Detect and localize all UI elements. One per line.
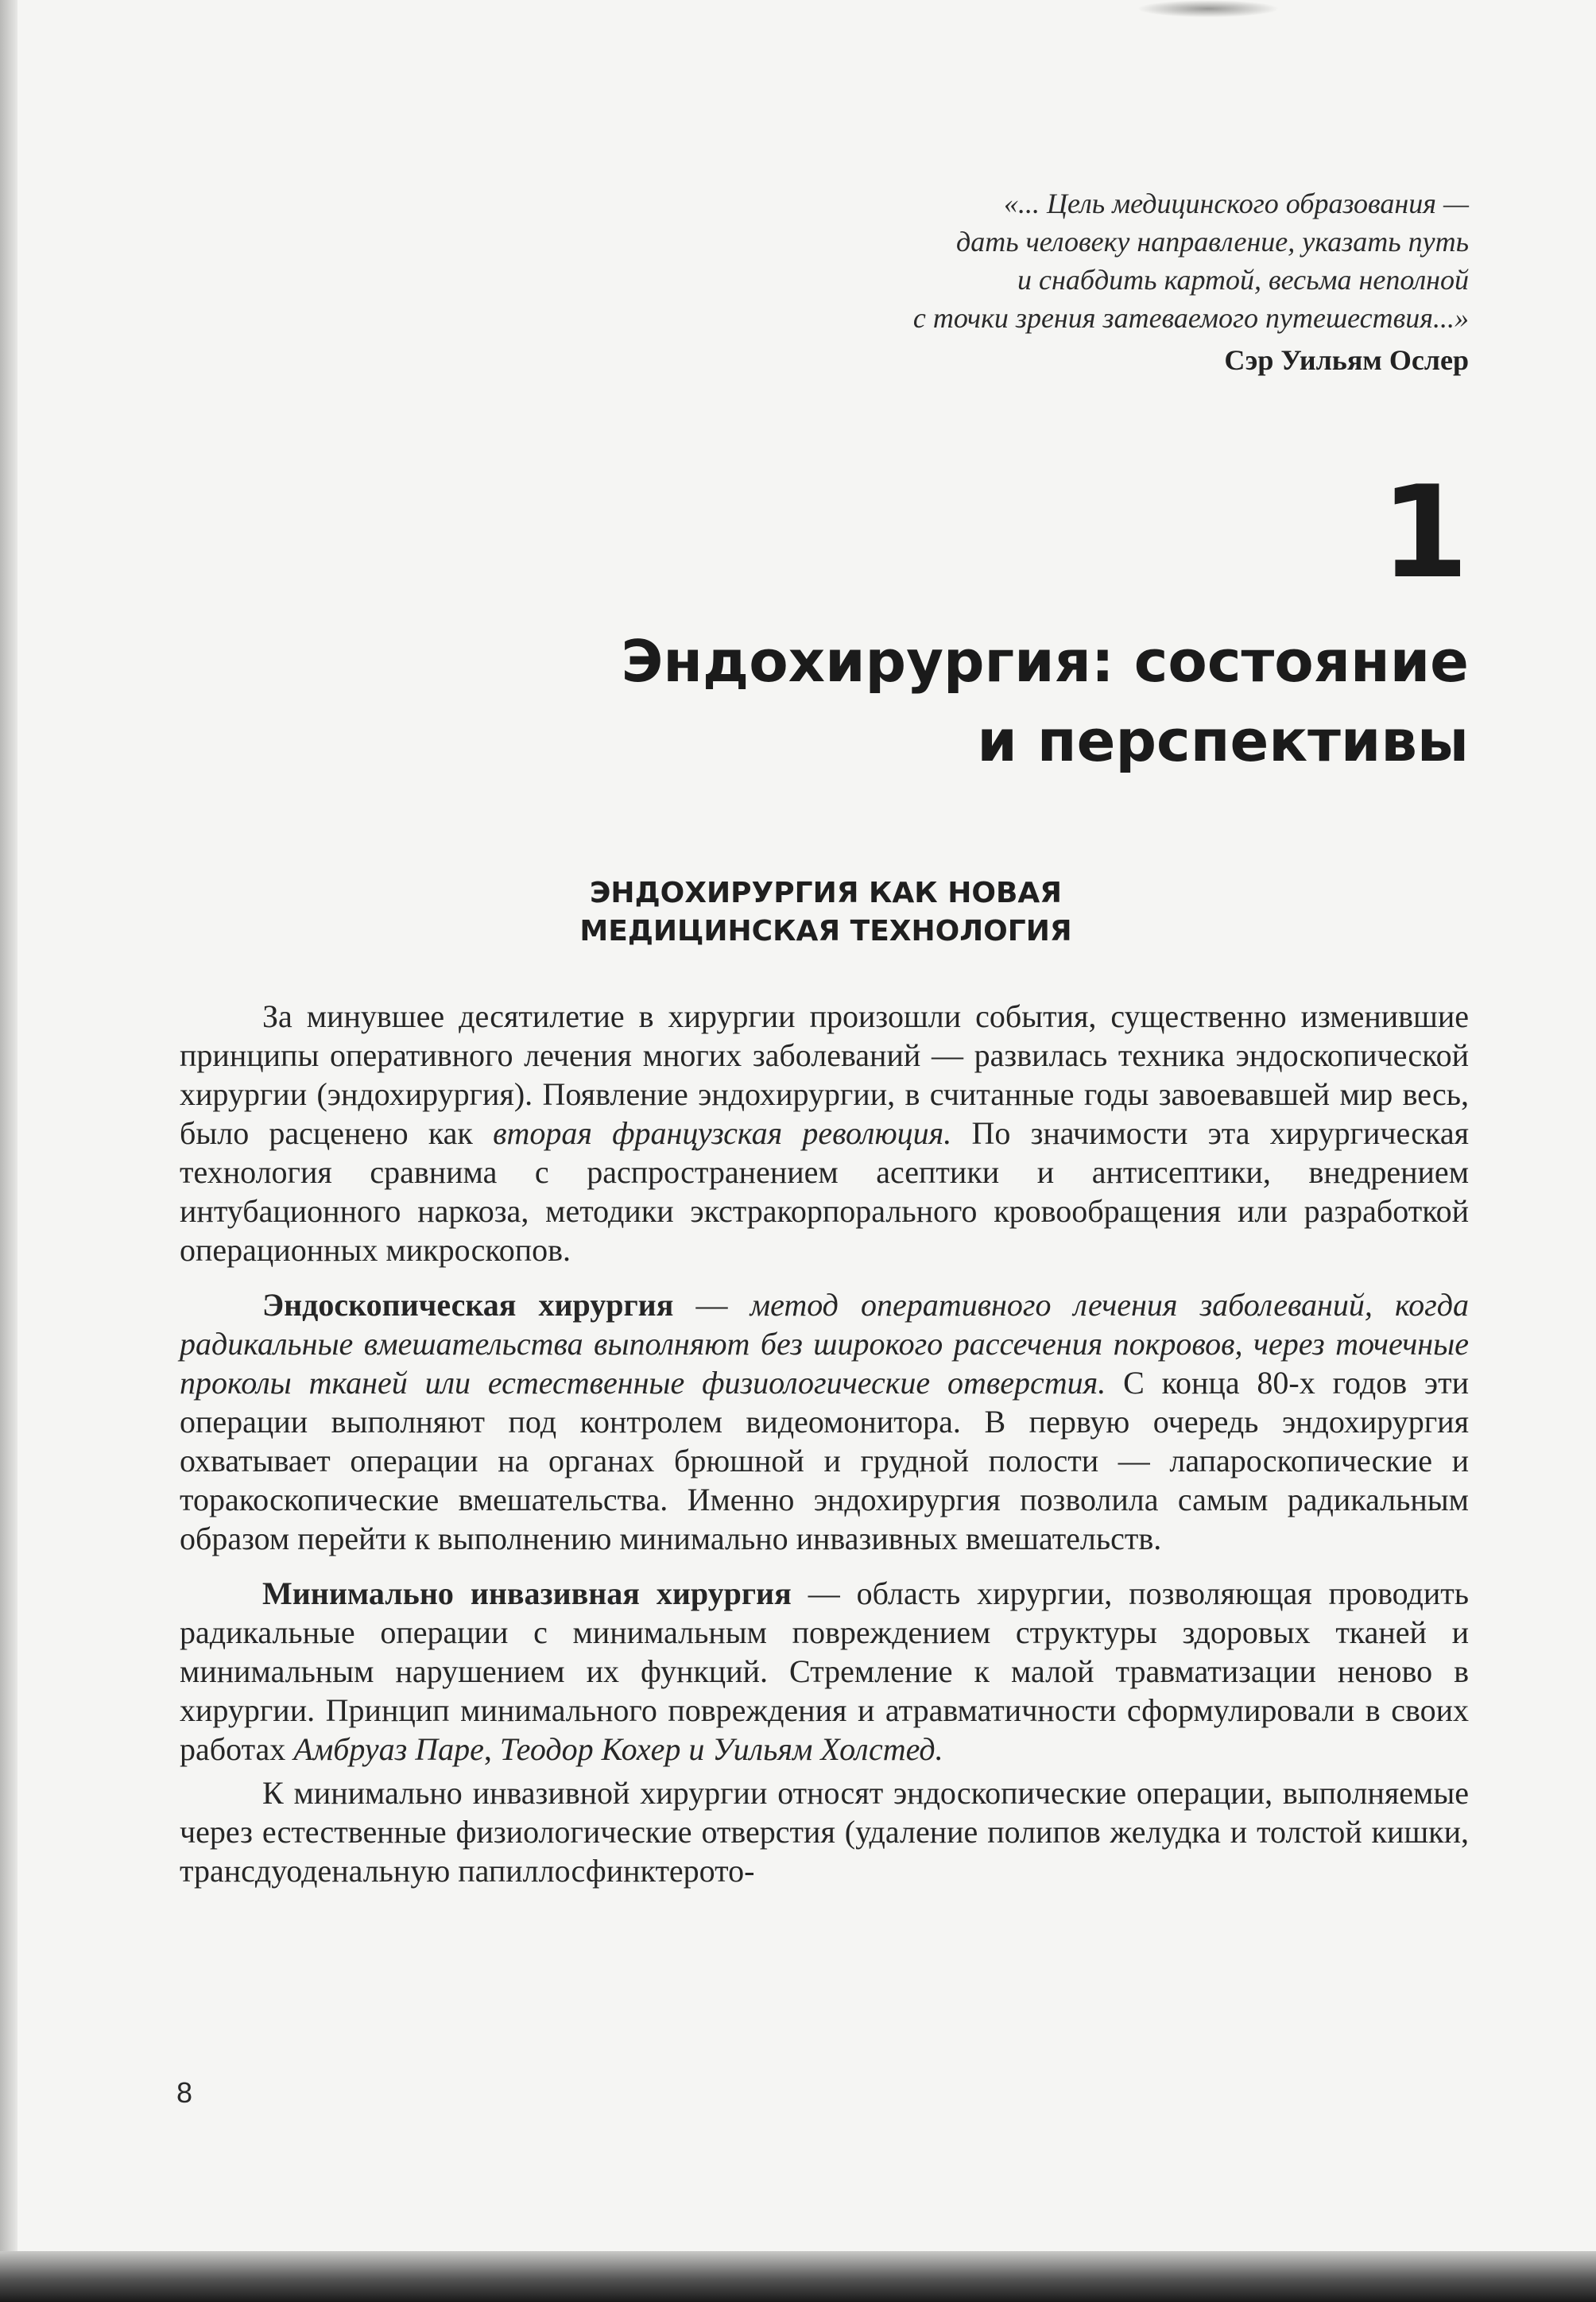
scan-bottom-edge bbox=[0, 2251, 1596, 2302]
scan-shadow bbox=[1137, 0, 1280, 17]
paragraph bbox=[180, 1773, 1469, 1890]
dash: — bbox=[673, 1287, 750, 1323]
epigraph-line: «... Цель медицинского образования — bbox=[1004, 188, 1469, 219]
paragraph bbox=[180, 1574, 1469, 1769]
page-number: 8 bbox=[176, 2076, 193, 2109]
section-heading bbox=[183, 874, 1469, 951]
definition-italic: метод оперативного лечения заболеваний, когда радикальные вмешательства выполняют без широкого рассечения покровов, через точечные проколы тканей или естественные физиологические отверстия. bbox=[180, 1287, 1470, 1401]
term-bold: Минимально инвазивная хирургия bbox=[262, 1575, 792, 1611]
paragraph-text: — область хирургии, позволяющая проводить радикальные операции с минимальным повреждением структуры здоровых тканей и минимальным нарушением их функций. Стремление к малой травматизации неново в хирургии. Принцип минимального повреждения и атравматичности сформулировали в своих работах bbox=[180, 1575, 1470, 1767]
epigraph bbox=[674, 184, 1469, 337]
italic-phrase: вторая французская революция. bbox=[493, 1115, 952, 1151]
term-bold: Эндоскопическая хирургия bbox=[262, 1287, 674, 1323]
person-name: Теодор Кохер bbox=[499, 1731, 681, 1767]
paragraph-text: С конца 80-х годов эти операции выполняют под контролем видеомонитора. В первую очередь эндохирургия охватывает операции на органах брюшной и грудной полости — лапароскопические и торакоскопические вмешательства. Именно эндохирургия позволила самым радикальным образом перейти к выполнению минимально инвазивных вмешательств. bbox=[180, 1365, 1469, 1556]
chapter-number: 1 bbox=[1380, 458, 1469, 607]
separator bbox=[680, 1731, 688, 1767]
chapter-title-line: и перспективы bbox=[977, 707, 1469, 774]
epigraph-line: и снабдить картой, весьма неполной bbox=[1017, 264, 1469, 296]
body-text bbox=[180, 997, 1469, 1890]
section-heading-line: ЭНДОХИРУРГИЯ КАК НОВАЯ bbox=[590, 877, 1062, 909]
person-name: и Уильям Холстед. bbox=[688, 1731, 943, 1767]
paragraph bbox=[180, 1285, 1469, 1558]
epigraph-author: Сэр Уильям Ослер bbox=[1224, 344, 1469, 376]
section-heading-line: МЕДИЦИНСКАЯ ТЕХНОЛОГИЯ bbox=[579, 915, 1072, 948]
chapter-title-line: Эндохирургия: состояние bbox=[621, 628, 1469, 695]
paragraph-text: К минимально инвазивной хирургии относят эндоскопические операции, выполняемые через естественные физиологические отверстия (удаление полипов желудка и толстой кишки, трансдуоденальную папиллосфинктерото- bbox=[180, 1775, 1469, 1889]
person-name: Амбруаз Паре bbox=[293, 1731, 484, 1767]
epigraph-line: дать человеку направление, указать путь bbox=[955, 226, 1469, 258]
paragraph-text: По значимости эта хирургическая технология сравнима с распространением асептики и антисептики, внедрением интубационного наркоза, методики экстракорпорального кровообращения или разработкой операционных микроскопов. bbox=[180, 1115, 1470, 1268]
paragraph bbox=[180, 997, 1469, 1269]
page-binding-edge bbox=[0, 0, 17, 2302]
separator: , bbox=[483, 1731, 500, 1767]
paragraph-text: За минувшее десятилетие в хирургии произошли события, существенно изменившие принципы оперативного лечения многих заболеваний — развилась техника эндоскопической хирургии (эндохирургия). Появление эндохирургии, в считанные годы завоевавшей мир весь, было расценено как bbox=[180, 998, 1469, 1151]
epigraph-line: с точки зрения затеваемого путешествия...» bbox=[912, 302, 1469, 334]
chapter-title bbox=[356, 622, 1469, 781]
